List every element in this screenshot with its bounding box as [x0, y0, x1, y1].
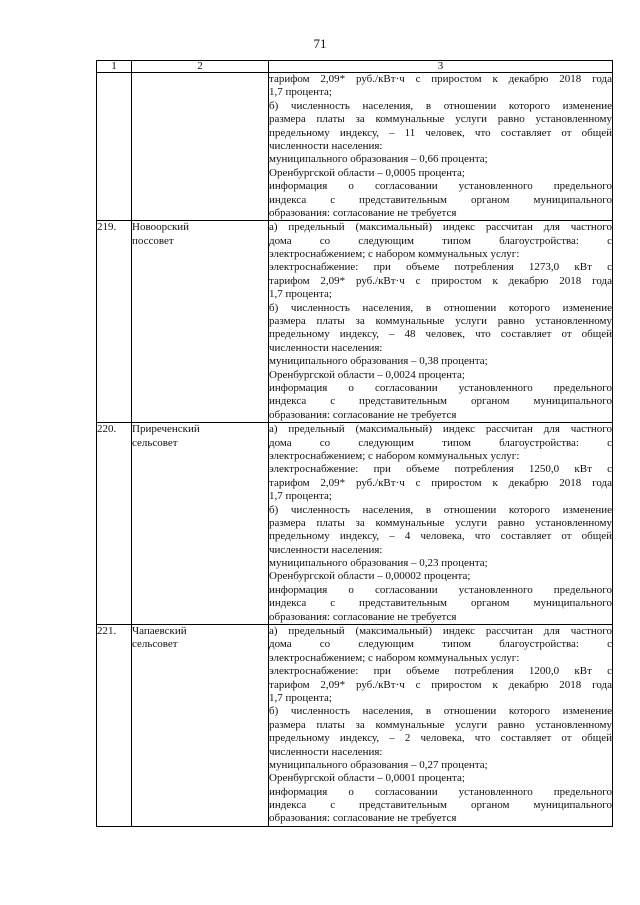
description-line: муниципального образования – 0,38 процента; — [269, 355, 488, 368]
description-line: образования: согласование не требуется — [269, 206, 457, 219]
description-line: электроснабжением; с набором коммунальных услуг: — [269, 651, 520, 664]
description-line: тарифом 2,09* руб./кВт·ч с приростом к декабрю 2018 года — [269, 678, 612, 691]
description-line: электроснабжение: при объеме потребления 1250,0 кВт с — [269, 463, 612, 476]
description-line: индекса с представительным органом муниципального — [269, 193, 612, 206]
row-number: 219. — [97, 221, 132, 423]
description-line: б) численность населения, в отношении которого изменение — [269, 301, 612, 314]
description-line: размера платы за коммунальные услуги равно установленному — [269, 516, 612, 529]
municipality-name-line: Новоорский — [132, 221, 190, 234]
description-line: информация о согласовании установленного предельного — [269, 381, 612, 394]
description-line: индекса с представительным органом муниципального — [269, 799, 612, 812]
description-line: численности населения: — [269, 139, 383, 152]
municipality-name-line: сельсовет — [132, 638, 178, 651]
description-line: информация о согласовании установленного предельного — [269, 785, 612, 798]
description-line: размера платы за коммунальные услуги равно установленному — [269, 315, 612, 328]
municipality-name-line: сельсовет — [132, 436, 178, 449]
municipality-name — [132, 423, 269, 625]
description-line: индекса с представительным органом муниципального — [269, 597, 612, 610]
description-line: тарифом 2,09* руб./кВт·ч с приростом к декабрю 2018 года — [269, 73, 612, 85]
description-line: 1,7 процента; — [269, 86, 332, 99]
description-line: электроснабжением; с набором коммунальных услуг: — [269, 248, 520, 261]
description-line: Оренбургской области – 0,0001 процента; — [269, 772, 465, 785]
table-row — [97, 423, 613, 625]
description-line: численности населения: — [269, 543, 383, 556]
description-line: численности населения: — [269, 745, 383, 758]
description-line: электроснабжение: при объеме потребления 1273,0 кВт с — [269, 261, 612, 274]
description-line: образования: согласование не требуется — [269, 610, 457, 623]
table-row — [97, 73, 613, 221]
row-number — [97, 73, 132, 221]
description-line: Оренбургской области – 0,0005 процента; — [269, 166, 465, 179]
description-line: б) численность населения, в отношении которого изменение — [269, 705, 612, 718]
description-line: а) предельный (максимальный) индекс рассчитан для частного — [269, 221, 612, 234]
index-description — [269, 73, 613, 221]
municipality-name-line: поссовет — [132, 234, 174, 247]
description-line: размера платы за коммунальные услуги равно установленному — [269, 718, 612, 731]
description-line: размера платы за коммунальные услуги равно установленному — [269, 113, 612, 126]
description-line: Оренбургской области – 0,0024 процента; — [269, 368, 465, 381]
index-description — [269, 423, 613, 625]
description-line: дома со следующим типом благоустройства: с — [269, 234, 612, 247]
description-line: 1,7 процента; — [269, 691, 332, 704]
description-line: электроснабжение: при объеме потребления 1200,0 кВт с — [269, 665, 612, 678]
description-line: электроснабжением; с набором коммунальных услуг: — [269, 449, 520, 462]
row-number: 220. — [97, 423, 132, 625]
description-line: образования: согласование не требуется — [269, 812, 457, 825]
column-header-3: 3 — [269, 61, 613, 73]
description-line: информация о согласовании установленного предельного — [269, 583, 612, 596]
description-line: муниципального образования – 0,66 процента; — [269, 153, 488, 166]
description-line: муниципального образования – 0,23 процента; — [269, 557, 488, 570]
table-header-row — [97, 61, 613, 73]
description-line: 1,7 процента; — [269, 288, 332, 301]
description-line: образования: согласование не требуется — [269, 408, 457, 421]
table-body — [97, 73, 613, 827]
municipality-name-line: Чапаевский — [132, 625, 187, 638]
municipality-name — [132, 625, 269, 827]
index-description — [269, 221, 613, 423]
municipality-name — [132, 221, 269, 423]
description-line: численности населения: — [269, 341, 383, 354]
description-line: 1,7 процента; — [269, 490, 332, 503]
column-header-2: 2 — [132, 61, 269, 73]
column-header-1: 1 — [97, 61, 132, 73]
municipality-name-line: Приреченский — [132, 423, 200, 436]
description-line: дома со следующим типом благоустройства: с — [269, 436, 612, 449]
index-description — [269, 625, 613, 827]
municipality-name — [132, 73, 269, 221]
municipality-index-table — [96, 60, 613, 827]
description-line: а) предельный (максимальный) индекс рассчитан для частного — [269, 423, 612, 436]
description-line: а) предельный (максимальный) индекс рассчитан для частного — [269, 625, 612, 638]
description-line: б) численность населения, в отношении которого изменение — [269, 99, 612, 112]
description-line: индекса с представительным органом муниципального — [269, 395, 612, 408]
description-line: информация о согласовании установленного предельного — [269, 180, 612, 193]
row-number: 221. — [97, 625, 132, 827]
description-line: б) численность населения, в отношении которого изменение — [269, 503, 612, 516]
description-line: предельному индексу, – 4 человека, что составляет от общей — [269, 530, 612, 543]
description-line: дома со следующим типом благоустройства: с — [269, 638, 612, 651]
description-line: Оренбургской области – 0,00002 процента; — [269, 570, 471, 583]
description-line: тарифом 2,09* руб./кВт·ч с приростом к декабрю 2018 года — [269, 476, 612, 489]
table-row — [97, 221, 613, 423]
description-line: муниципального образования – 0,27 процента; — [269, 758, 488, 771]
description-line: тарифом 2,09* руб./кВт·ч с приростом к декабрю 2018 года — [269, 274, 612, 287]
description-line: предельному индексу, – 48 человек, что составляет от общей — [269, 328, 612, 341]
page-number: 71 — [313, 36, 327, 51]
table-row — [97, 625, 613, 827]
description-line: предельному индексу, – 2 человека, что составляет от общей — [269, 732, 612, 745]
description-line: предельному индексу, – 11 человек, что составляет от общей — [269, 126, 612, 139]
